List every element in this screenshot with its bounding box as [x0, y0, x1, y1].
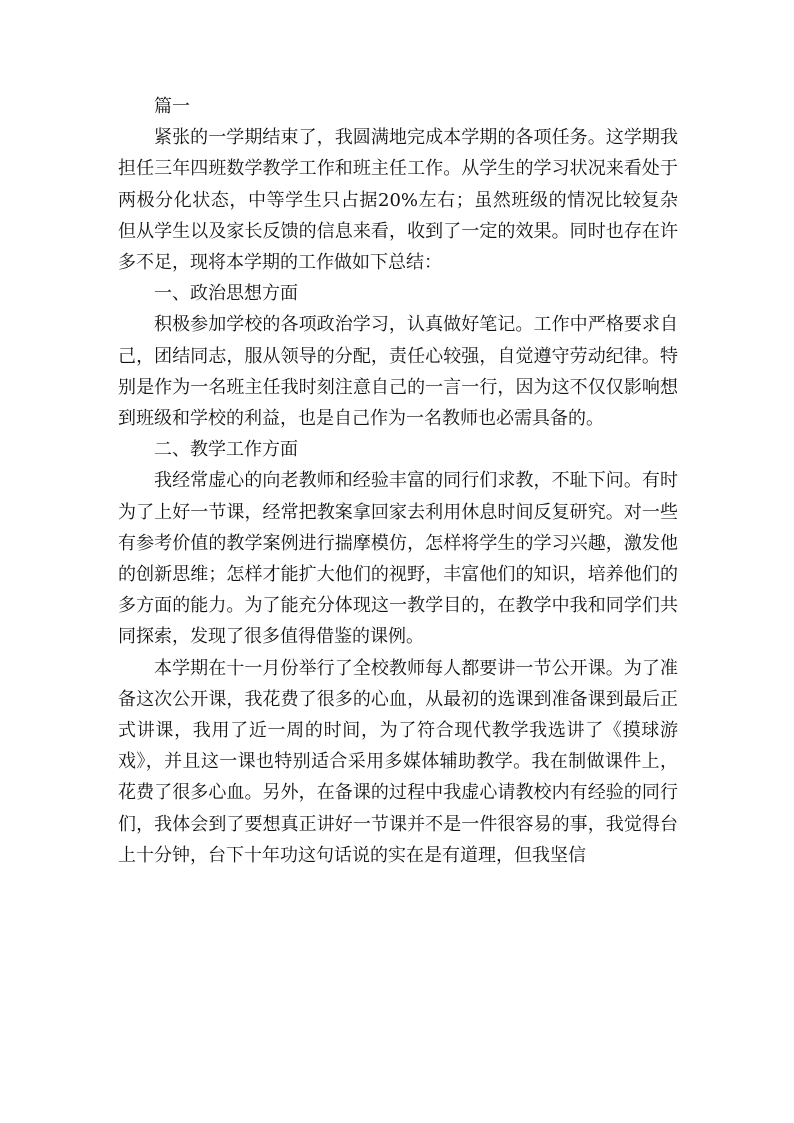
- section-title: 篇一: [154, 96, 190, 117]
- public-lesson-paragraph: 本学期在十一月份举行了全校教师每人都要讲一节公开课。为了准备这次公开课，我花费了很多的心血，从最初的选课到准备课到最后正式讲课，我用了近一周的时间，为了符合现代教学我选讲了《摸球游戏》，并且这一课也特别适合采用多媒体辅助教学。我在制做课件上，花费了很多心血。另外，在备课的过程中我虚心请教校内有经验的同行们，我体会到了要想真正讲好一节课并不是一件很容易的事，我觉得台上十分钟，台下十年功这句话说的实在是有道理，但我坚信: [118, 657, 678, 866]
- intro-paragraph: 紧张的一学期结束了，我圆满地完成本学期的各项任务。这学期我担任三年四班数学教学工作和班主任工作。从学生的学习状况来看处于两极分化状态，中等学生只占据20%左右；虽然班级的情况比较复杂但从学生以及家长反馈的信息来看，收到了一定的效果。同时也存在许多不足，现将本学期的工作做如下总结：: [118, 127, 678, 274]
- document-body: [118, 91, 678, 871]
- teaching-work-paragraph: 我经常虚心的向老教师和经验丰富的同行们求教，不耻下问。有时为了上好一节课，经常把教案拿回家去利用休息时间反复研究。对一些有参考价值的教学案例进行揣摩模仿，怎样将学生的学习兴趣，激发他的创新思维；怎样才能扩大他们的视野，丰富他们的知识，培养他们的多方面的能力。为了能充分体现这一教学目的，在教学中我和同学们共同探索，发现了很多值得借鉴的课例。: [118, 470, 678, 648]
- political-thought-paragraph: 积极参加学校的各项政治学习，认真做好笔记。工作中严格要求自己，团结同志，服从领导的分配，责任心较强，自觉遵守劳动纪律。特别是作为一名班主任我时刻注意自己的一言一行，因为这不仅仅影响想到班级和学校的利益，也是自己作为一名教师也必需具备的。: [118, 314, 678, 430]
- heading-teaching-work: 二、教学工作方面: [154, 439, 298, 461]
- heading-political-thought: 一、政治思想方面: [154, 283, 298, 305]
